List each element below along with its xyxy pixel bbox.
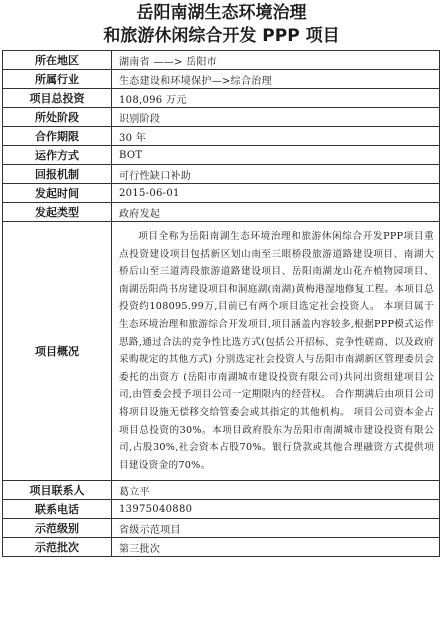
row-value: 第三批次	[112, 538, 440, 557]
row-value: 省级示范项目	[112, 519, 440, 538]
table-row	[3, 184, 440, 203]
overview-row	[3, 222, 440, 481]
row-value: 政府发起	[112, 203, 440, 222]
row-value: 可行性缺口补助	[112, 165, 440, 184]
row-value: 生态建设和环境保护—>综合治理	[112, 70, 440, 89]
title-line-1: 岳阳南湖生态环境治理	[136, 3, 307, 23]
row-label: 合作期限	[3, 127, 112, 146]
row-label: 发起时间	[3, 184, 112, 203]
page-title	[2, 0, 441, 50]
row-value: 识别阶段	[112, 108, 440, 127]
overview-text: 项目全称为岳阳南湖生态环境治理和旅游休闲综合开发PPP项目重点投资建设项目包括新区划山南至三眼桥段旅游道路建设项目、南湖大桥后山至三道湾段旅游道路建设项目、岳阳南湖龙山花卉植物园项目、南湖岳阳尚书房建设项目和洞庭湖(南湖)黄梅港湿地修复工程。本项目总投资约108095.99万,目前已有两个项目选定社会投资人。 本项目属于生态环境治理和旅游综合开发项目,项目涵盖内容较多,根据PPP模式运作思路,通过合法的竞争性比选方式(包括公开招标、竞争性磋商、以及政府采购规定的其他方式) 分别选定社会投资人与岳阳市南湖新区管理委员会委托的出资方 (岳阳市南湖城市建设投资有限公司)共同出资组建项目公司,由管委会授予项目公司一定期限内的经营权。 合作期满后由项目公司将项目设施无偿移交给管委会或其指定的其他机构。 项目公司资本金占项目总投资的30%。本项目政府股东为岳阳市南湖城市建设投资有限公司,占股30%,社会资本占股70%。银行贷款或其他合理融资方式提供项目建设资金的70%。	[119, 231, 434, 471]
overview-label: 项目概况	[3, 222, 112, 481]
row-label: 联系电话	[3, 500, 112, 519]
row-value: 13975040880	[112, 500, 440, 519]
table-row	[3, 89, 440, 108]
table-row	[3, 538, 440, 557]
row-value: 108,096 万元	[112, 89, 440, 108]
table-row	[3, 146, 440, 165]
row-value: BOT	[112, 146, 440, 165]
row-label: 回报机制	[3, 165, 112, 184]
row-value: 葛立平	[112, 481, 440, 500]
table-row	[3, 108, 440, 127]
table-row	[3, 500, 440, 519]
table-row	[3, 165, 440, 184]
row-label: 项目联系人	[3, 481, 112, 500]
row-label: 项目总投资	[3, 89, 112, 108]
table-row	[3, 481, 440, 500]
row-value: 湖南省 ——> 岳阳市	[112, 51, 440, 70]
row-label: 发起类型	[3, 203, 112, 222]
row-label: 所处阶段	[3, 108, 112, 127]
row-label: 所在地区	[3, 51, 112, 70]
project-info-table	[2, 50, 440, 557]
row-value: 30 年	[112, 127, 440, 146]
row-label: 示范级别	[3, 519, 112, 538]
title-line-2: 和旅游休闲综合开发 PPP 项目	[103, 26, 340, 46]
row-label: 运作方式	[3, 146, 112, 165]
table-row	[3, 127, 440, 146]
row-label: 所属行业	[3, 70, 112, 89]
table-row	[3, 203, 440, 222]
table-row	[3, 51, 440, 70]
row-value: 2015-06-01	[112, 184, 440, 203]
overview-cell	[112, 222, 440, 481]
table-row	[3, 70, 440, 89]
row-label: 示范批次	[3, 538, 112, 557]
table-row	[3, 519, 440, 538]
